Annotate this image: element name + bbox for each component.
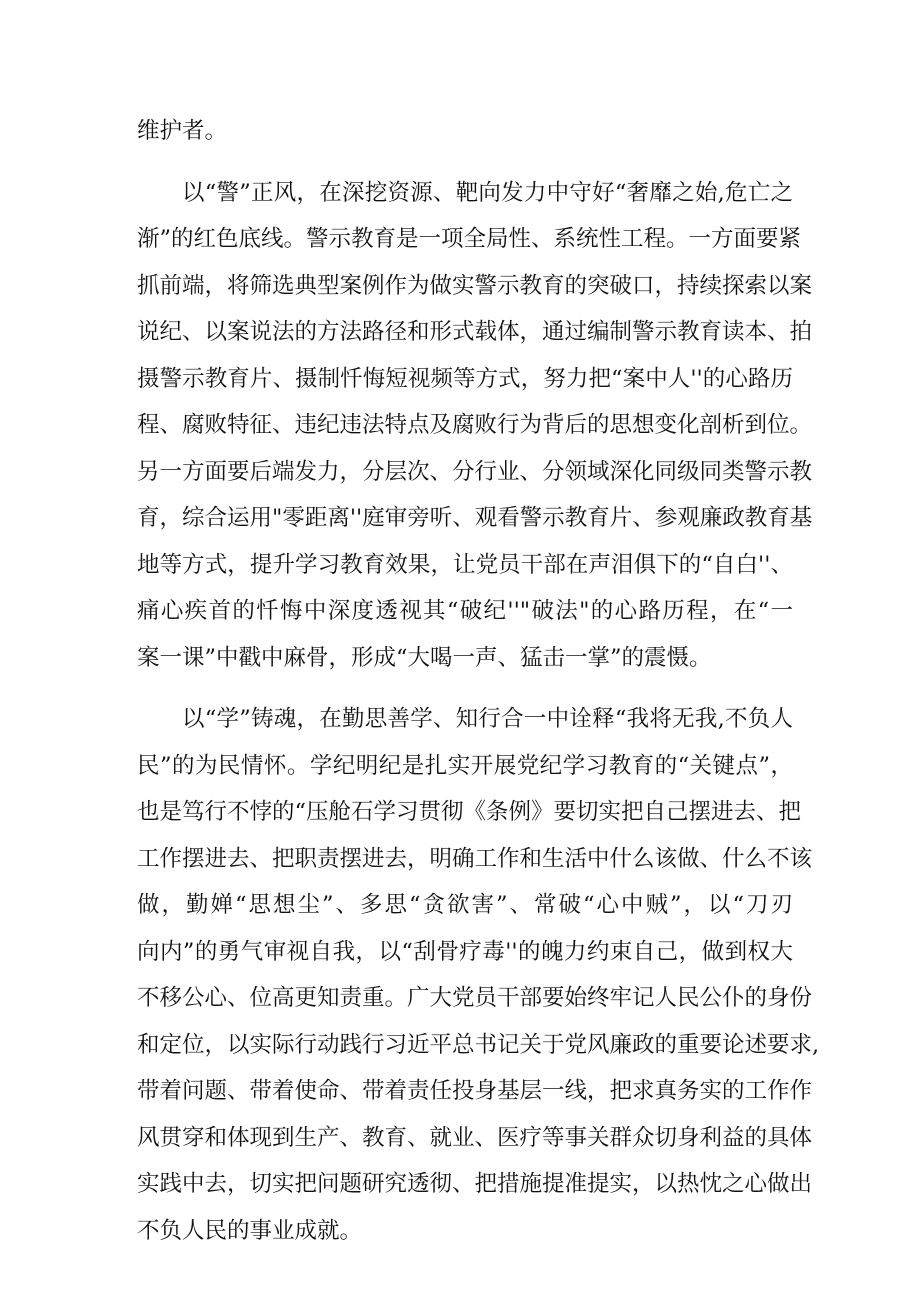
text-line: 实践中去，切实把问题研究透彻、把措施提准提实，以热忱之心做出 <box>137 1171 813 1197</box>
text-line: 以“学”铸魂，在勤思善学、知行合一中诠释“我将无我,不负人 <box>182 706 793 732</box>
text-line: 另一方面要后端发力，分层次、分行业、分领域深化同级同类警示教 <box>137 458 813 485</box>
text-line: 做，勤婵“思想尘”、多思“贪欲害”、常破“心中贼”，以“刀刃 <box>137 892 793 918</box>
text-line: 抓前端，将筛选典型案例作为做实警示教育的突破口，持续探索以案 <box>137 272 813 299</box>
text-line: 说纪、以案说法的方法路径和形式载体，通过编制警示教育读本、拍 <box>137 319 813 345</box>
text-line: 以“警”正风，在深挖资源、靶向发力中守好“奢靡之始,危亡之 <box>182 179 793 206</box>
text-line: 维护者。 <box>137 118 228 144</box>
text-line: 地等方式，提升学习教育效果，让党员干部在声泪俱下的“自白''、 <box>137 551 793 578</box>
text-line: 摄警示教育片、摄制忏悔短视频等方式，努力把“案中人''的心路历 <box>137 365 793 392</box>
text-line: 不移公心、位高更知责重。广大党员干部要始终牢记人民公仆的身份 <box>137 985 813 1011</box>
paragraph-3 <box>137 696 820 1254</box>
text-line: 工作摆进去、把职责摆进去，明确工作和生活中什么该做、什么不该 <box>137 845 813 872</box>
document-body <box>137 108 820 1254</box>
text-line: 案一课”中戳中麻骨，形成“大喝一声、猛击一掌”的震慑。 <box>137 644 712 671</box>
text-line: 和定位，以实际行动践行习近平总书记关于党风廉政的重要论述要求, <box>137 1031 820 1058</box>
paragraph-gap <box>137 681 793 696</box>
text-line: 痛心疾首的忏悔中深度透视其“破纪''"破法"的心路历程，在“一 <box>137 598 793 624</box>
text-line: 育，综合运用"零距离''庭审旁听、观看警示教育片、参观廉政教育基 <box>137 505 813 531</box>
text-line: 向内”的勇气审视自我，以“刮骨疗毒''的魄力约束自己，做到权大 <box>137 938 793 965</box>
text-line: 不负人民的事业成就。 <box>137 1217 363 1244</box>
text-line: 程、腐败特征、违纪违法特点及腐败行为背后的思想变化剖析到位。 <box>137 412 813 438</box>
paragraph-gap <box>137 155 793 170</box>
text-line: 也是笃行不悖的“压舱石学习贯彻《条例》要切实把自己摆进去、把 <box>137 799 802 825</box>
paragraph-2 <box>137 170 813 682</box>
text-line: 风贯穿和体现到生产、教育、就业、医疗等事关群众切身利益的具体 <box>137 1124 813 1151</box>
text-line: 带着问题、带着使命、带着责任投身基层一线，把求真务实的工作作 <box>137 1078 813 1104</box>
text-line: 渐”的红色底线。警示教育是一项全局性、系统性工程。一方面要紧 <box>137 226 802 252</box>
text-line: 民”的为民情怀。学纪明纪是扎实开展党纪学习教育的“关键点”， <box>137 752 793 779</box>
paragraph-1 <box>137 108 793 155</box>
